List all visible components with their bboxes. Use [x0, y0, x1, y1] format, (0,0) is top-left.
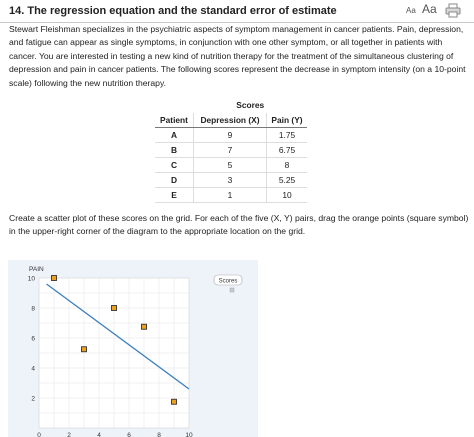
legend-marker[interactable]	[230, 288, 234, 292]
y-axis-label: PAIN	[29, 266, 44, 273]
y-tick-label: 4	[31, 365, 35, 373]
scatter-point[interactable]	[112, 306, 117, 311]
legend-label: Scores	[218, 278, 238, 285]
patient-cell: A	[155, 128, 194, 143]
x-tick-label: 4	[97, 432, 101, 437]
pain-cell: 6.75	[267, 143, 308, 158]
column-header-patient: Patient	[155, 113, 194, 128]
table-row	[155, 143, 307, 158]
scatter-plot[interactable]	[0, 256, 474, 437]
depression-cell: 1	[194, 188, 267, 203]
y-tick-label: 8	[31, 305, 35, 313]
scores-table	[155, 97, 307, 203]
y-tick-label: 10	[27, 275, 35, 283]
y-tick-label: 2	[31, 395, 35, 403]
column-header-depression: Depression (X)	[194, 113, 267, 128]
pain-cell: 10	[267, 188, 308, 203]
question-header	[0, 0, 474, 23]
table-row	[155, 188, 307, 203]
table-row	[155, 173, 307, 188]
scatter-instructions: Create a scatter plot of these scores on the grid. For each of the five (X, Y) pairs, drag the orange points (square symbol) in the upper-right corner of the diagram to the appropriate location on the grid.	[9, 213, 469, 237]
column-header-pain: Pain (Y)	[267, 113, 308, 128]
table-row	[155, 158, 307, 173]
depression-cell: 5	[194, 158, 267, 173]
patient-cell: C	[155, 158, 194, 173]
pain-cell: 1.75	[267, 128, 308, 143]
depression-cell: 9	[194, 128, 267, 143]
depression-cell: 7	[194, 143, 267, 158]
font-size-increase-button[interactable]: Aa	[422, 2, 437, 16]
question-title: 14. The regression equation and the standard error of estimate	[9, 5, 337, 17]
patient-cell: E	[155, 188, 194, 203]
table-row	[155, 128, 307, 143]
patient-cell: B	[155, 143, 194, 158]
problem-intro: Stewart Fleishman specializes in the psychiatric aspects of symptom management in cancer patients. Pain, depression, and fatigue can appear as single symptoms, in conjunction with one other symptom, or all together in patients with cancer. You are interested in testing a new kind of nutrition therapy for the treatment of the simultaneous clustering of depression and pain in cancer patients. The following scores represent the decrease in symptom intensity (on a 10-point scale) following the new nutrition therapy.	[9, 24, 466, 88]
y-tick-label: 6	[31, 335, 35, 343]
x-tick-label: 10	[185, 432, 193, 437]
font-size-decrease-button[interactable]: Aa	[406, 6, 416, 15]
scatter-point[interactable]	[82, 347, 87, 352]
scatter-point[interactable]	[142, 324, 147, 329]
x-tick-label: 2	[67, 432, 71, 437]
patient-cell: D	[155, 173, 194, 188]
scatter-point[interactable]	[172, 399, 177, 404]
scatter-point[interactable]	[52, 276, 57, 281]
pain-cell: 5.25	[267, 173, 308, 188]
pain-cell: 8	[267, 158, 308, 173]
x-tick-label: 8	[157, 432, 161, 437]
x-tick-label: 6	[127, 432, 131, 437]
scores-group-header: Scores	[236, 100, 265, 110]
scatter-plot-area	[0, 256, 474, 437]
depression-cell: 3	[194, 173, 267, 188]
x-tick-label: 0	[37, 432, 41, 437]
printer-icon[interactable]	[445, 3, 461, 18]
